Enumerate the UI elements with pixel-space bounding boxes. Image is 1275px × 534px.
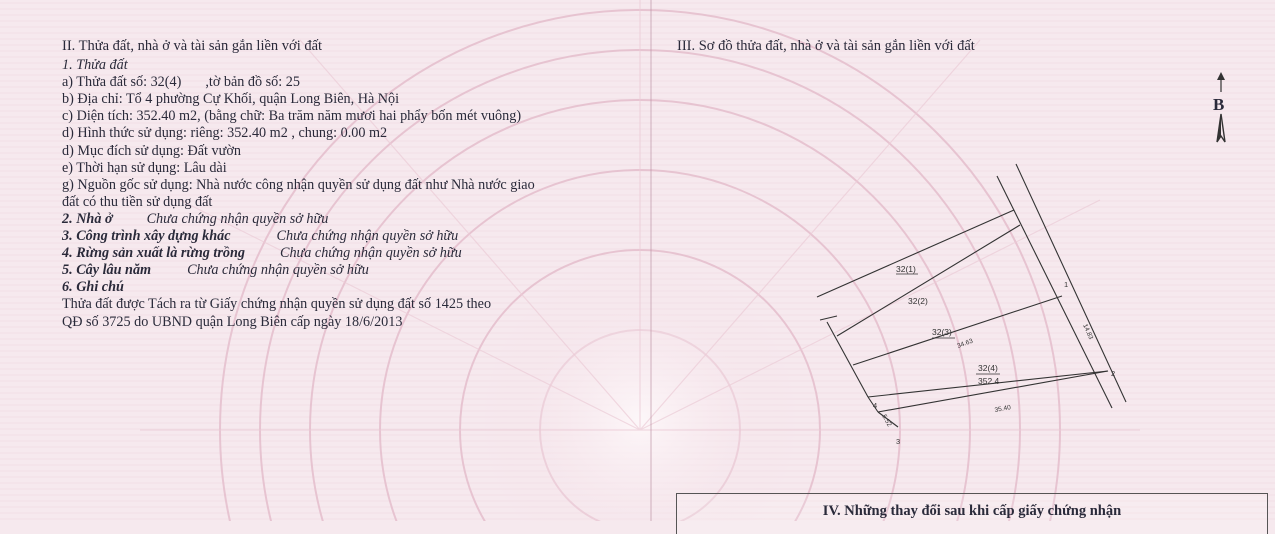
plot-number-line [62, 74, 622, 91]
house-status: Chưa chứng nhận quyền sở hữu [146, 210, 329, 227]
plot-area-label: 352.4 [978, 376, 1000, 386]
forest-label: 4. Rừng sản xuất là rừng trồng [62, 245, 245, 262]
plot-label-3: 32(3) [932, 327, 952, 337]
vertex-1: 1 [1064, 280, 1069, 289]
usage-form-line: d) Hình thức sử dụng: riêng: 352.40 m2 , chung: 0.00 m2 [62, 125, 388, 142]
other-construction-status: Chưa chứng nhận quyền sở hữu [276, 228, 459, 245]
vertex-2: 2 [1111, 369, 1116, 378]
dim-label-34: 34.63 [956, 337, 974, 350]
forest-row [62, 245, 622, 262]
forest-status: Chưa chứng nhận quyền sở hữu [279, 245, 462, 262]
dim-label-bottom: 35.40 [994, 404, 1012, 414]
perennial-row [62, 262, 622, 279]
house-row [62, 211, 622, 228]
area-line: c) Diện tích: 352.40 m2, (bằng chữ: Ba trăm năm mươi hai phẩy bốn mét vuông) [62, 108, 522, 125]
address-line: b) Địa chỉ: Tổ 4 phường Cự Khối, quận Long Biên, Hà Nội [62, 91, 400, 108]
perennial-label: 5. Cây lâu năm [62, 262, 152, 279]
page-fold [650, 0, 652, 521]
other-construction-label: 3. Công trình xây dựng khác [62, 228, 231, 245]
house-label: 2. Nhà ở [62, 210, 113, 227]
plot-number: a) Thửa đất số: 32(4) [62, 74, 182, 91]
plot-label-4: 32(4) [978, 363, 998, 373]
land-info-section [62, 38, 622, 331]
usage-origin-line: g) Nguồn gốc sử dụng: Nhà nước công nhận quyền sử dụng đất như Nhà nước giao [62, 176, 535, 193]
section-iii-heading: III. Sơ đồ thửa đất, nhà ở và tài sản gắn liền với đất [677, 38, 975, 54]
notes-line-1: Thửa đất được Tách ra từ Giấy chứng nhận quyền sử dụng đất số 1425 theo [62, 296, 492, 313]
section-iv-heading: IV. Những thay đổi sau khi cấp giấy chứng nhận [822, 503, 1122, 519]
usage-term-line: e) Thời hạn sử dụng: Lâu dài [62, 159, 227, 176]
vertex-3: 3 [896, 437, 901, 446]
vertex-4: 4 [873, 401, 878, 410]
other-construction-row [62, 228, 622, 245]
plot-label-2: 32(2) [908, 296, 928, 306]
usage-purpose-line: d) Mục đích sử dụng: Đất vườn [62, 142, 241, 159]
perennial-status: Chưa chứng nhận quyền sở hữu [187, 262, 369, 279]
map-sheet-number: ,tờ bản đồ số: 25 [205, 74, 300, 91]
notes-label: 6. Ghi chú [62, 279, 124, 296]
section-iv-box [676, 493, 1268, 534]
road-line-right [1016, 164, 1126, 402]
notes-line-2: QĐ số 3725 do UBND quận Long Biên cấp ngày 18/6/2013 [62, 313, 403, 330]
dim-label-left: 5.52 [880, 413, 893, 428]
plot-label-1: 32(1) [896, 264, 916, 274]
dim-label-right: 14.83 [1081, 322, 1095, 341]
usage-origin-line-2: đất có thu tiền sử dụng đất [62, 193, 213, 210]
plot-diagram [800, 150, 1160, 460]
section-ii-heading: II. Thửa đất, nhà ở và tài sản gắn liền với đất [62, 38, 323, 54]
north-label: B [1213, 95, 1225, 114]
land-subheading: 1. Thửa đất [62, 57, 128, 74]
